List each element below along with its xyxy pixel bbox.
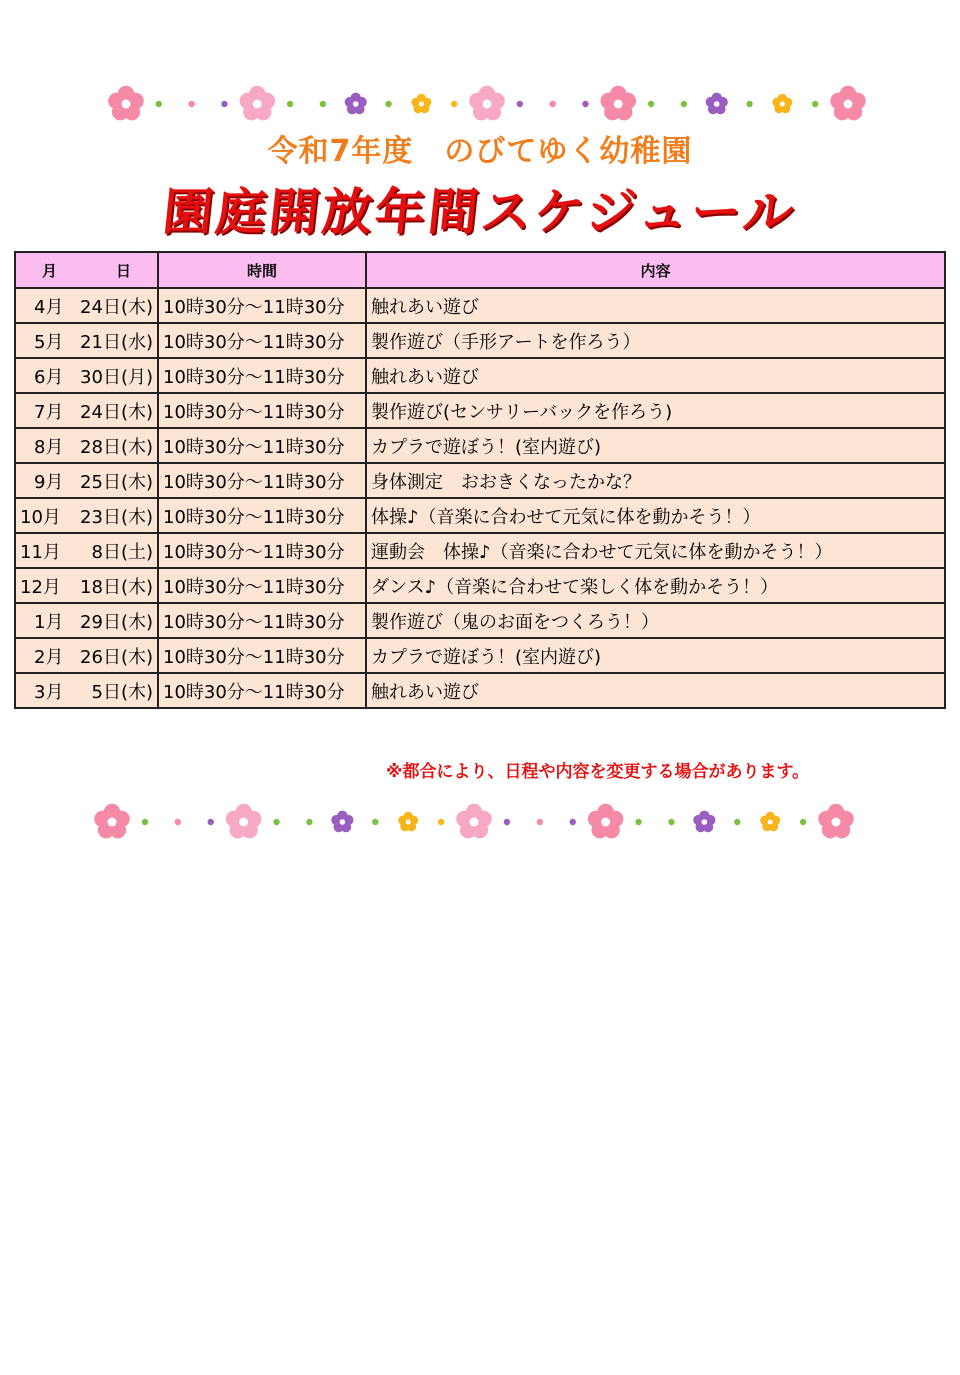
cell-time: 10時30分～11時30分: [158, 568, 366, 603]
cell-content: 運動会 体操♪（音楽に合わせて元気に体を動かそう！）: [366, 533, 945, 568]
cell-content: カプラで遊ぼう！(室内遊び): [366, 638, 945, 673]
cell-day: 8日(土): [91, 541, 153, 563]
cell-date: [15, 428, 158, 463]
cell-day: 21日(水): [80, 331, 153, 353]
dot-icon: [570, 819, 576, 825]
cell-content: 製作遊び（鬼のお面をつくろう！）: [366, 603, 945, 638]
table-row: [15, 323, 945, 358]
dot-icon: [648, 101, 654, 107]
cell-day: 30日(月): [80, 366, 153, 388]
flower-border-bottom: [0, 800, 960, 844]
flower-icon: [331, 811, 353, 833]
cell-date: [15, 568, 158, 603]
flower-icon: [398, 812, 418, 831]
header-date: [15, 252, 158, 288]
kindergarten-subtitle: 令和7年度 のびてゆく幼稚園: [267, 134, 693, 169]
dot-icon: [188, 101, 194, 107]
dot-icon: [734, 819, 740, 825]
dot-icon: [156, 101, 162, 107]
flower-icon: [456, 804, 492, 839]
cell-month: 4月: [34, 296, 64, 318]
header-time: 時間: [158, 252, 366, 288]
cell-month: 5月: [34, 331, 64, 353]
dot-icon: [438, 819, 444, 825]
cell-month: 2月: [34, 646, 64, 668]
flower-icon: [830, 86, 866, 121]
dot-icon: [517, 101, 523, 107]
dot-icon: [746, 101, 752, 107]
dot-icon: [385, 101, 391, 107]
cell-content: 製作遊び（手形アートを作ろう）: [366, 323, 945, 358]
table-row: [15, 603, 945, 638]
dot-icon: [681, 101, 687, 107]
dot-icon: [372, 819, 378, 825]
cell-day: 26日(木): [80, 646, 153, 668]
header-day: 日: [115, 261, 131, 280]
flower-icon: [706, 93, 728, 115]
cell-time: 10時30分～11時30分: [158, 428, 366, 463]
cell-date: [15, 498, 158, 533]
dot-icon: [273, 819, 279, 825]
table-row: [15, 288, 945, 323]
flower-icon: [588, 804, 624, 839]
cell-content: ダンス♪（音楽に合わせて楽しく体を動かそう！）: [366, 568, 945, 603]
dot-icon: [812, 101, 818, 107]
table-row: [15, 428, 945, 463]
cell-day: 29日(木): [80, 611, 153, 633]
cell-month: 7月: [34, 401, 64, 423]
dot-icon: [549, 101, 555, 107]
table-row: [15, 638, 945, 673]
cell-day: 18日(木): [80, 576, 153, 598]
cell-date: [15, 533, 158, 568]
flower-icon: [240, 86, 276, 121]
flower-icon: [226, 804, 262, 839]
dot-icon: [451, 101, 457, 107]
cell-content: 触れあい遊び: [366, 673, 945, 708]
cell-month: 11月: [20, 541, 61, 563]
cell-time: 10時30分～11時30分: [158, 463, 366, 498]
cell-date: [15, 358, 158, 393]
header-month: 月: [42, 261, 58, 280]
cell-day: 24日(木): [80, 401, 153, 423]
cell-time: 10時30分～11時30分: [158, 533, 366, 568]
cell-time: 10時30分～11時30分: [158, 288, 366, 323]
flower-icon: [760, 812, 780, 831]
cell-month: 10月: [20, 506, 61, 528]
cell-time: 10時30分～11時30分: [158, 603, 366, 638]
dot-icon: [208, 819, 214, 825]
flower-icon: [772, 94, 792, 113]
table-row: [15, 358, 945, 393]
schedule-table: [14, 251, 946, 709]
cell-date: [15, 463, 158, 498]
cell-time: 10時30分～11時30分: [158, 673, 366, 708]
table-row: [15, 673, 945, 708]
cell-date: [15, 288, 158, 323]
cell-content: 体操♪（音楽に合わせて元気に体を動かそう！）: [366, 498, 945, 533]
flower-icon: [94, 804, 130, 839]
cell-time: 10時30分～11時30分: [158, 323, 366, 358]
flower-icon: [693, 811, 715, 833]
dot-icon: [306, 819, 312, 825]
cell-day: 5日(木): [91, 681, 153, 703]
cell-day: 25日(木): [80, 471, 153, 493]
table-row: [15, 393, 945, 428]
flower-icon: [818, 804, 854, 839]
cell-month: 3月: [34, 681, 64, 703]
dot-icon: [800, 819, 806, 825]
flower-icon: [411, 94, 431, 113]
flower-icon: [469, 86, 505, 121]
cell-month: 12月: [20, 576, 61, 598]
flower-border-top: [0, 82, 960, 126]
cell-date: [15, 638, 158, 673]
dot-icon: [504, 819, 510, 825]
dot-icon: [287, 101, 293, 107]
cell-month: 6月: [34, 366, 64, 388]
table-header-row: [15, 252, 945, 288]
dot-icon: [221, 101, 227, 107]
cell-time: 10時30分～11時30分: [158, 358, 366, 393]
dot-icon: [142, 819, 148, 825]
cell-date: [15, 393, 158, 428]
cell-date: [15, 323, 158, 358]
flower-icon: [345, 93, 367, 115]
dot-icon: [320, 101, 326, 107]
cell-month: 1月: [34, 611, 64, 633]
table-row: [15, 568, 945, 603]
flower-icon: [601, 86, 637, 121]
cell-day: 24日(木): [80, 296, 153, 318]
cell-date: [15, 673, 158, 708]
cell-month: 9月: [34, 471, 64, 493]
page-title: 園庭開放年間スケジュール: [160, 183, 800, 241]
cell-content: 触れあい遊び: [366, 358, 945, 393]
dot-icon: [537, 819, 543, 825]
cell-content: 身体測定 おおきくなったかな？: [366, 463, 945, 498]
cell-month: 8月: [34, 436, 64, 458]
table-row: [15, 463, 945, 498]
dot-icon: [582, 101, 588, 107]
cell-day: 28日(木): [80, 436, 153, 458]
cell-time: 10時30分～11時30分: [158, 393, 366, 428]
cell-content: 製作遊び(センサリーバックを作ろう): [366, 393, 945, 428]
dot-icon: [668, 819, 674, 825]
dot-icon: [175, 819, 181, 825]
dot-icon: [635, 819, 641, 825]
cell-content: カプラで遊ぼう！(室内遊び): [366, 428, 945, 463]
table-row: [15, 533, 945, 568]
change-notice: ※都合により、日程や内容を変更する場合があります。: [386, 762, 810, 782]
flower-icon: [108, 86, 144, 121]
cell-date: [15, 603, 158, 638]
header-content: 内容: [366, 252, 945, 288]
table-row: [15, 498, 945, 533]
cell-day: 23日(木): [80, 506, 153, 528]
cell-content: 触れあい遊び: [366, 288, 945, 323]
cell-time: 10時30分～11時30分: [158, 638, 366, 673]
cell-time: 10時30分～11時30分: [158, 498, 366, 533]
